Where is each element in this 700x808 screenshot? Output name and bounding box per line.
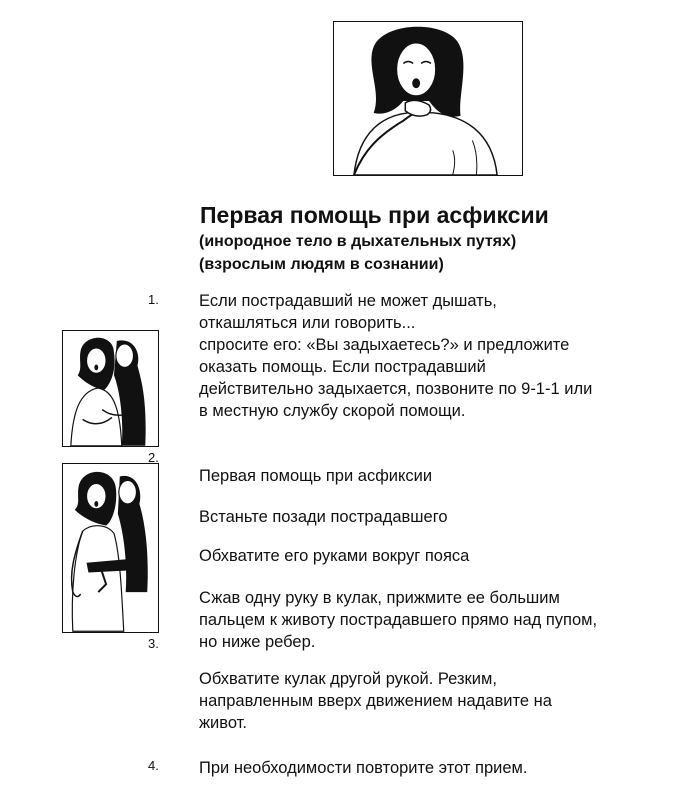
text-line: живот. xyxy=(199,714,247,732)
text-line: Обхватите его руками вокруг пояса xyxy=(199,547,470,565)
text-line: оказать помощь. Если пострадавший xyxy=(199,358,486,376)
subtitle-line-2: (взрослым людям в сознании) xyxy=(199,256,444,273)
step-4-text xyxy=(199,757,527,779)
step-2-para-1 xyxy=(199,465,432,487)
step-4-number: 4. xyxy=(148,758,159,773)
choking-woman-illustration xyxy=(333,21,523,176)
text-line: Первая помощь при асфиксии xyxy=(199,467,433,485)
text-line: в местную службу скорой помощи. xyxy=(199,402,466,420)
rescuer-approach-illustration xyxy=(62,330,159,447)
subtitle-line-1: (инородное тело в дыхательных путях) xyxy=(199,233,517,250)
text-line: Если пострадавший не может дышать, xyxy=(199,292,497,310)
page-title: Первая помощь при асфиксии xyxy=(200,202,549,228)
text-line: При необходимости повторите этот прием. xyxy=(199,759,528,777)
step-2-para-3 xyxy=(199,545,469,567)
text-line: Встаньте позади пострадавшего xyxy=(199,508,448,526)
step-1-number: 1. xyxy=(148,292,159,307)
step-2-para-2 xyxy=(199,506,448,528)
text-line: спросите его: «Вы задыхаетесь?» и предложите xyxy=(199,336,570,354)
text-line: но ниже ребер. xyxy=(199,633,316,651)
step-3-text xyxy=(199,668,552,734)
step-3-number: 3. xyxy=(148,636,159,651)
text-line: Обхватите кулак другой рукой. Резким, xyxy=(199,670,497,688)
text-line: пальцем к животу пострадавшего прямо над пупом, xyxy=(199,611,598,629)
step-2-number: 2. xyxy=(148,450,159,465)
text-line: Сжав одну руку в кулак, прижмите ее большим xyxy=(199,589,560,607)
text-line: действительно задыхается, позвоните по 9-1-1 или xyxy=(199,380,593,398)
text-line: направленным вверх движением надавите на xyxy=(199,692,552,710)
text-line: откашляться или говорить... xyxy=(199,314,416,332)
step-2-para-4 xyxy=(199,587,597,653)
abdominal-thrust-illustration xyxy=(62,463,159,633)
step-1-text xyxy=(199,290,592,422)
